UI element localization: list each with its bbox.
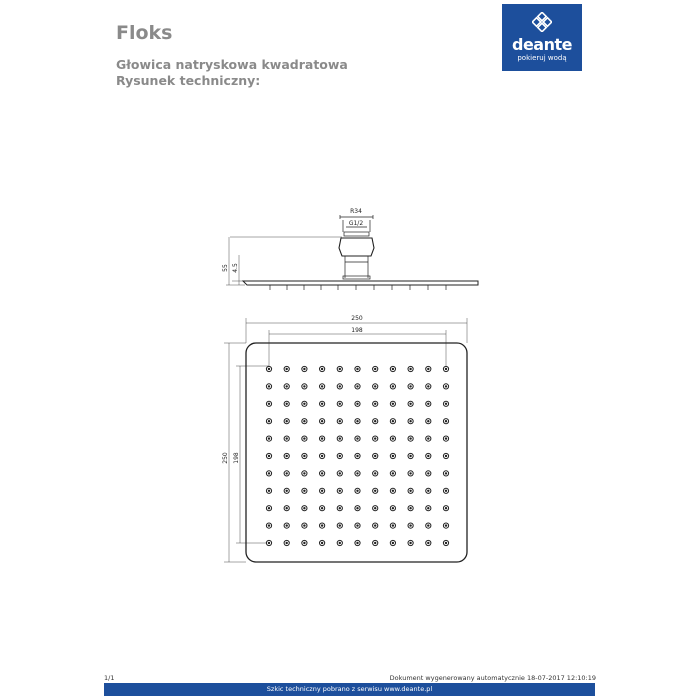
nozzle-hole: [286, 490, 288, 492]
nozzle-hole: [374, 472, 376, 474]
dim-height-250: 250: [222, 452, 229, 464]
nozzle-hole: [392, 524, 394, 526]
nozzle-hole: [374, 490, 376, 492]
nozzle-hole: [392, 472, 394, 474]
nozzle-hole: [286, 542, 288, 544]
nozzle-hole: [303, 437, 305, 439]
nozzle-hole: [303, 368, 305, 370]
nozzle-hole: [286, 524, 288, 526]
dim-4-5: 4.5: [232, 263, 239, 273]
nozzle-hole: [392, 420, 394, 422]
nozzle-hole: [445, 542, 447, 544]
nozzle-hole: [321, 368, 323, 370]
nozzle-hole: [392, 455, 394, 457]
nozzle-hole: [286, 507, 288, 509]
nozzle-hole: [374, 403, 376, 405]
nozzle-hole: [321, 524, 323, 526]
nozzle-hole: [427, 524, 429, 526]
nozzle-hole: [409, 368, 411, 370]
nozzle-hole: [445, 385, 447, 387]
nozzle-hole: [303, 490, 305, 492]
nozzle-hole: [427, 472, 429, 474]
nozzle-hole: [339, 524, 341, 526]
dim-g12: G1/2: [348, 220, 364, 227]
nozzle-hole: [339, 455, 341, 457]
nozzle-hole: [286, 437, 288, 439]
nozzle-hole: [268, 403, 270, 405]
nozzle-hole: [427, 385, 429, 387]
nozzle-hole: [339, 542, 341, 544]
nozzle-hole: [339, 507, 341, 509]
dim-r34: R34: [350, 208, 362, 215]
logo-tagline: pokieruj wodą: [517, 54, 567, 62]
nozzle-hole: [392, 542, 394, 544]
nozzle-hole: [339, 472, 341, 474]
nozzle-hole: [286, 385, 288, 387]
nozzle-hole: [268, 490, 270, 492]
nozzle-hole: [374, 455, 376, 457]
nozzle-hole: [409, 403, 411, 405]
nozzle-hole: [409, 490, 411, 492]
product-subtitle: Głowica natryskowa kwadratowa: [116, 57, 348, 72]
nozzle-hole: [392, 368, 394, 370]
nozzle-hole: [303, 455, 305, 457]
generated-timestamp: Dokument wygenerowany automatycznie 18-07-2017 12:10:19: [389, 674, 596, 682]
side-nozzles: [270, 285, 446, 290]
nozzle-hole: [445, 472, 447, 474]
nozzle-hole: [445, 490, 447, 492]
dim-height-198: 198: [233, 452, 240, 464]
nozzle-hole: [427, 437, 429, 439]
nozzle-hole: [303, 420, 305, 422]
nozzle-hole: [392, 437, 394, 439]
nozzle-hole: [374, 385, 376, 387]
nozzle-hole: [356, 437, 358, 439]
nozzle-hole: [356, 472, 358, 474]
drawing-caption: Rysunek techniczny:: [116, 73, 261, 88]
nozzle-hole: [409, 507, 411, 509]
nozzle-hole: [427, 403, 429, 405]
nozzle-hole: [286, 472, 288, 474]
nozzle-hole: [321, 472, 323, 474]
nozzle-hole: [321, 437, 323, 439]
source-link[interactable]: Szkic techniczny pobrano z serwisu www.deante.pl: [104, 683, 595, 696]
nozzle-hole: [286, 403, 288, 405]
nozzle-hole: [303, 403, 305, 405]
nozzle-hole: [445, 524, 447, 526]
nozzle-hole: [445, 507, 447, 509]
nozzle-hole: [374, 524, 376, 526]
nozzle-hole: [321, 403, 323, 405]
product-title: Floks: [116, 22, 173, 44]
nozzle-hole: [268, 455, 270, 457]
nozzle-hole: [427, 368, 429, 370]
nozzle-hole: [356, 507, 358, 509]
nozzle-hole: [427, 507, 429, 509]
nozzle-hole: [321, 490, 323, 492]
nozzle-hole: [445, 437, 447, 439]
nozzle-hole: [321, 455, 323, 457]
nozzle-hole: [392, 490, 394, 492]
nozzle-hole: [286, 368, 288, 370]
nozzle-hole: [374, 507, 376, 509]
nozzle-hole: [427, 542, 429, 544]
nozzle-hole: [339, 437, 341, 439]
nozzle-hole: [409, 385, 411, 387]
nozzle-hole: [303, 472, 305, 474]
nozzle-hole: [268, 385, 270, 387]
nozzle-hole: [409, 524, 411, 526]
nozzle-hole: [268, 542, 270, 544]
nozzle-hole: [409, 455, 411, 457]
nozzle-hole: [374, 542, 376, 544]
nozzle-hole: [286, 420, 288, 422]
nozzle-hole: [303, 507, 305, 509]
nozzle-hole: [392, 507, 394, 509]
nozzle-hole: [409, 420, 411, 422]
nozzle-hole: [339, 385, 341, 387]
nozzle-hole: [268, 507, 270, 509]
nozzle-hole: [356, 420, 358, 422]
nozzle-hole: [409, 542, 411, 544]
nozzle-hole: [268, 437, 270, 439]
nozzle-hole: [445, 368, 447, 370]
nozzle-hole: [409, 472, 411, 474]
nozzle-hole: [392, 403, 394, 405]
dim-width-198: 198: [351, 327, 363, 334]
nozzle-hole: [445, 420, 447, 422]
nozzle-hole: [321, 385, 323, 387]
nozzle-hole: [356, 385, 358, 387]
nozzle-hole: [374, 420, 376, 422]
logo-brand: deante: [512, 35, 572, 54]
nozzle-hole: [286, 455, 288, 457]
nozzle-hole: [339, 420, 341, 422]
nozzle-hole: [409, 437, 411, 439]
nozzle-hole: [392, 385, 394, 387]
nozzle-hole: [427, 455, 429, 457]
nozzle-hole: [303, 542, 305, 544]
nozzle-hole: [268, 368, 270, 370]
nozzle-hole: [303, 385, 305, 387]
nozzle-hole: [339, 403, 341, 405]
nozzle-hole: [356, 403, 358, 405]
nozzle-hole: [356, 524, 358, 526]
dim-width-250: 250: [351, 315, 363, 322]
nozzle-hole: [268, 420, 270, 422]
nozzle-hole: [303, 524, 305, 526]
nozzle-grid: [266, 366, 448, 545]
page-number: 1/1: [104, 674, 115, 682]
nozzle-hole: [356, 490, 358, 492]
nozzle-hole: [321, 507, 323, 509]
nozzle-hole: [268, 472, 270, 474]
nozzle-hole: [427, 420, 429, 422]
nozzle-hole: [356, 455, 358, 457]
nozzle-hole: [374, 437, 376, 439]
nozzle-hole: [374, 368, 376, 370]
nozzle-hole: [339, 490, 341, 492]
nozzle-hole: [427, 490, 429, 492]
nozzle-hole: [445, 455, 447, 457]
nozzle-hole: [356, 542, 358, 544]
nozzle-hole: [339, 368, 341, 370]
nozzle-hole: [321, 542, 323, 544]
dim-55: 55: [222, 264, 229, 272]
nozzle-hole: [445, 403, 447, 405]
nozzle-hole: [356, 368, 358, 370]
nozzle-hole: [321, 420, 323, 422]
nozzle-hole: [268, 524, 270, 526]
